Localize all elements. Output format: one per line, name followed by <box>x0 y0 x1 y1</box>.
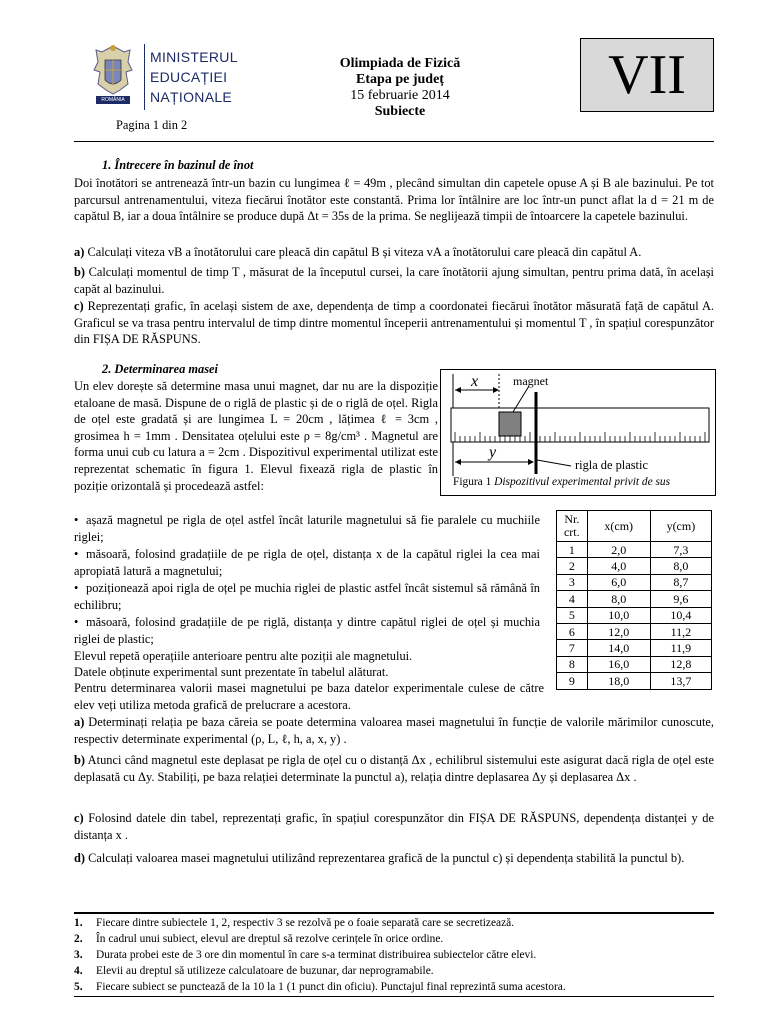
table-cell-nr: 4 <box>557 591 588 607</box>
table-cell-x: 2,0 <box>587 542 650 558</box>
table-body <box>557 542 712 690</box>
note-text: În cadrul unui subiect, elevul are dreptul să rezolve cerințele în orice ordine. <box>96 933 444 945</box>
data-table <box>556 510 712 690</box>
table-header-nr: Nr. crt. <box>557 511 588 542</box>
table-cell-y: 8,7 <box>650 574 711 590</box>
question-c-text: Folosind datele din tabel, reprezentați grafic, în spațiul corespunzător din FIȘA DE RĂSPUNS, dependența distanței y de distanța x . <box>74 811 714 842</box>
page-title: Olimpiada de Fizică <box>339 56 461 71</box>
bullet-text: așază magnetul pe rigla de oțel astfel încât laturile magnetului să fie paralele cu muchiile riglei; <box>74 513 540 544</box>
problem1-question-b <box>74 264 714 297</box>
x-arrow-head-left <box>455 387 461 393</box>
stage-title: Etapa pe județ <box>356 72 444 87</box>
question-d-text: Calculați valoarea masei magnetului utilizând reprezentarea grafică de la punctul c) și dependența stabilită la punctul b). <box>88 851 685 865</box>
ministry-name <box>150 47 238 107</box>
problem2-question-a <box>74 714 714 747</box>
bullet-text: poziționează apoi rigla de oțel pe muchia riglei de plastic astfel încât sistemul să rămână în echilibru; <box>74 581 540 612</box>
table-header-row <box>557 511 712 542</box>
ministry-crest <box>86 40 140 110</box>
bullet-text: măsoară, folosind gradațiile de pe rigla de oțel, distanța x de la capătul riglei la cea mai apropiată latură a magnetului; <box>74 547 540 578</box>
fig-plastic-ruler-label: rigla de plastic <box>575 458 648 472</box>
question-c-label: c) <box>74 299 84 313</box>
table-cell-nr: 9 <box>557 673 588 689</box>
table-cell-x: 10,0 <box>587 607 650 623</box>
table-cell-y: 12,8 <box>650 656 711 672</box>
table-cell-y: 9,6 <box>650 591 711 607</box>
problem1-question-c <box>74 298 714 348</box>
question-a-text: Calculați viteza vB a înotătorului care pleacă din capătul B și viteza vA a înotătorului care pleacă din capătul A. <box>87 245 642 259</box>
subtitle: Subiecte <box>374 104 426 119</box>
bullet-dot: • <box>74 615 79 629</box>
bullet-4 <box>74 614 540 647</box>
footer-note-5 <box>74 980 714 994</box>
table-header-x: x(cm) <box>587 511 650 542</box>
crest-text: ROMÂNIA <box>101 97 125 103</box>
table-row <box>557 640 712 656</box>
y-arrow-head-right <box>528 459 534 465</box>
problem1-intro: Doi înotători se antrenează într-un bazin cu lungimea ℓ = 49m , plecând simultan din capetele opuse A și B ale bazinului. Pe tot parcursul antrenamentului, viteza fiecărui înotător este constantă. Prima lor întâlnire are loc într-un punct aflat la d = 21 m de capătul B, iar a doua întâlnire se produce după Δt = 35s de la prima. Se neglijează timpii de întoarcere la capetele bazinului. <box>74 176 714 224</box>
table-cell-x: 16,0 <box>587 656 650 672</box>
table-cell-x: 8,0 <box>587 591 650 607</box>
table-row <box>557 574 712 590</box>
method-note <box>74 680 544 713</box>
grade-box <box>580 38 714 112</box>
note-number: 5. <box>74 981 83 993</box>
problem2-question-b <box>74 752 714 785</box>
table-row <box>557 623 712 639</box>
footer-note-4 <box>74 964 714 978</box>
note-number: 3. <box>74 949 83 961</box>
magnet-block <box>499 412 521 436</box>
fig-y-label: y <box>489 444 497 461</box>
footer-bottom-rule <box>74 996 714 997</box>
table-cell-y: 11,9 <box>650 640 711 656</box>
ministry-divider <box>144 44 145 110</box>
table-cell-y: 11,2 <box>650 623 711 639</box>
question-b-text: Calculați momentul de timp T , măsurat de la începutul cursei, la care înotătorii ajung simultan, pentru prima dată, în același capăt al bazinului. <box>74 265 714 296</box>
bullet-text: măsoară, folosind gradațiile de pe riglă, distanța y dintre capătul riglei de oțel și muchia riglei de plastic; <box>74 615 540 646</box>
table-cell-y: 7,3 <box>650 542 711 558</box>
table-row <box>557 542 712 558</box>
problem2-heading: 2. Determinarea masei <box>102 362 218 376</box>
table-row <box>557 656 712 672</box>
question-a-text: Determinați relația pe baza căreia se poate determina valoarea masei magnetului în funcție de valorile mărimilor cunoscute, respectiv determinate experimental (ρ, L, ℓ, h, a, x, y) . <box>74 715 714 746</box>
table-cell-nr: 1 <box>557 542 588 558</box>
question-c-text: Reprezentați grafic, în același sistem de axe, dependența de timp a coordonatei fiecărui înotător măsurată față de capătul A. Graficul se va trasa pentru intervalul de timp dintre momentul începerii antrenamentului și momentul T , în spațiul corespunzător din FIȘA DE RĂSPUNS. <box>74 299 715 347</box>
problem2-question-d <box>74 850 714 867</box>
table-cell-nr: 8 <box>557 656 588 672</box>
bullet-dot: • <box>74 547 79 561</box>
question-a-label: a) <box>74 245 85 259</box>
grade-label: VII <box>608 44 686 106</box>
problem2-question-c <box>74 810 714 843</box>
note-number: 2. <box>74 933 83 945</box>
note-text: Durata probei este de 3 ore din momentul în care s-a terminat distribuirea subiectelor către elevi. <box>96 949 537 961</box>
plastic-ruler-leader <box>537 460 571 466</box>
bullet-dot: • <box>74 513 79 527</box>
figure-caption-text: Dispozitivul experimental privit de sus <box>494 476 671 488</box>
figure-caption <box>453 476 670 488</box>
fig-x-label: x <box>471 373 479 390</box>
table-row <box>557 591 712 607</box>
method-text: Pentru determinarea valorii masei magnetului pe baza datelor experimentale culese de către elev veți utiliza metoda grafică de prelucrare a acestora. <box>74 681 544 712</box>
question-c-label: c) <box>74 811 84 825</box>
fig-magnet-label: magnet <box>513 374 549 388</box>
question-d-label: d) <box>74 851 86 865</box>
table-cell-nr: 2 <box>557 558 588 574</box>
problem1-question-a <box>74 244 714 261</box>
figure-1 <box>440 369 716 496</box>
problem2-intro: Un elev dorește să determine masa unui magnet, dar nu are la dispoziție etaloane de masă. Dispune de o riglă de plastic și de o riglă de oțel. Rigla de oțel este gradată și are lungimea L = 20cm , lățimea ℓ = 3cm , grosimea h = 1mm . Densitatea oțelului este ρ = 8g/cm³ . Magnetul are forma unui cub cu latura a = 2cm . Dispozitivul experimental utilizat este reprezentat schematic în figura 1. Elevul fixează rigla de plastic în poziție orizontală și procedează astfel: <box>74 379 438 493</box>
table-row <box>557 558 712 574</box>
ministry-line-2: EDUCAȚIEI <box>150 69 228 85</box>
figure-caption-prefix: Figura 1 <box>453 476 492 488</box>
bullet-3 <box>74 580 540 613</box>
bullet-dot: • <box>74 581 79 595</box>
note-text: Fiecare dintre subiectele 1, 2, respectiv 3 se rezolvă pe o foaie separată care se secretizează. <box>96 917 515 929</box>
table-cell-x: 4,0 <box>587 558 650 574</box>
footer-note-3 <box>74 948 714 962</box>
note-number: 4. <box>74 965 83 977</box>
repeat-note: Elevul repetă operațiile anterioare pentru alte poziții ale magnetului. <box>74 649 413 663</box>
table-row <box>557 673 712 689</box>
table-cell-nr: 3 <box>557 574 588 590</box>
footer-rule <box>74 912 714 914</box>
question-b-label: b) <box>74 265 86 279</box>
bullet-2 <box>74 546 540 579</box>
page-number: Pagina 1 din 2 <box>116 118 188 132</box>
y-arrow-head-left <box>455 459 461 465</box>
footer-note-1 <box>74 916 714 930</box>
ministry-line-3: NAȚIONALE <box>150 89 233 105</box>
note-number: 1. <box>74 917 83 929</box>
note-text: Elevii au dreptul să utilizeze calculatoare de buzunar, dar neprogramabile. <box>96 965 434 977</box>
table-cell-x: 12,0 <box>587 623 650 639</box>
table-cell-x: 6,0 <box>587 574 650 590</box>
table-cell-nr: 5 <box>557 607 588 623</box>
x-arrow-head-right <box>493 387 499 393</box>
bullet-1 <box>74 512 540 545</box>
footer-note-2 <box>74 932 714 946</box>
table-cell-y: 8,0 <box>650 558 711 574</box>
table-cell-x: 14,0 <box>587 640 650 656</box>
table-cell-nr: 7 <box>557 640 588 656</box>
exam-date: 15 februarie 2014 <box>350 88 450 103</box>
table-row <box>557 607 712 623</box>
table-cell-y: 10,4 <box>650 607 711 623</box>
question-a-label: a) <box>74 715 85 729</box>
header-rule <box>74 141 714 142</box>
question-b-text: Atunci când magnetul este deplasat pe rigla de oțel cu o distanță Δx , echilibrul sistemului este asigurat dacă rigla de oțel este deplasată cu Δy. Stabiliți, pe baza relației determinate la punctul a), relația dintre deplasarea Δy și deplasarea Δx . <box>74 753 714 784</box>
header-titles <box>300 56 500 120</box>
note-text: Fiecare subiect se punctează de la 10 la 1 (1 punct din oficiu). Punctajul final reprezintă suma acestora. <box>96 981 566 993</box>
table-header-y: y(cm) <box>650 511 711 542</box>
table-cell-y: 13,7 <box>650 673 711 689</box>
ministry-line-1: MINISTERUL <box>150 49 238 65</box>
table-cell-x: 18,0 <box>587 673 650 689</box>
data-note: Datele obținute experimental sunt prezentate în tabelul alăturat. <box>74 665 389 679</box>
question-b-label: b) <box>74 753 86 767</box>
table-cell-nr: 6 <box>557 623 588 639</box>
problem1-heading: 1. Întrecere în bazinul de înot <box>102 158 254 172</box>
